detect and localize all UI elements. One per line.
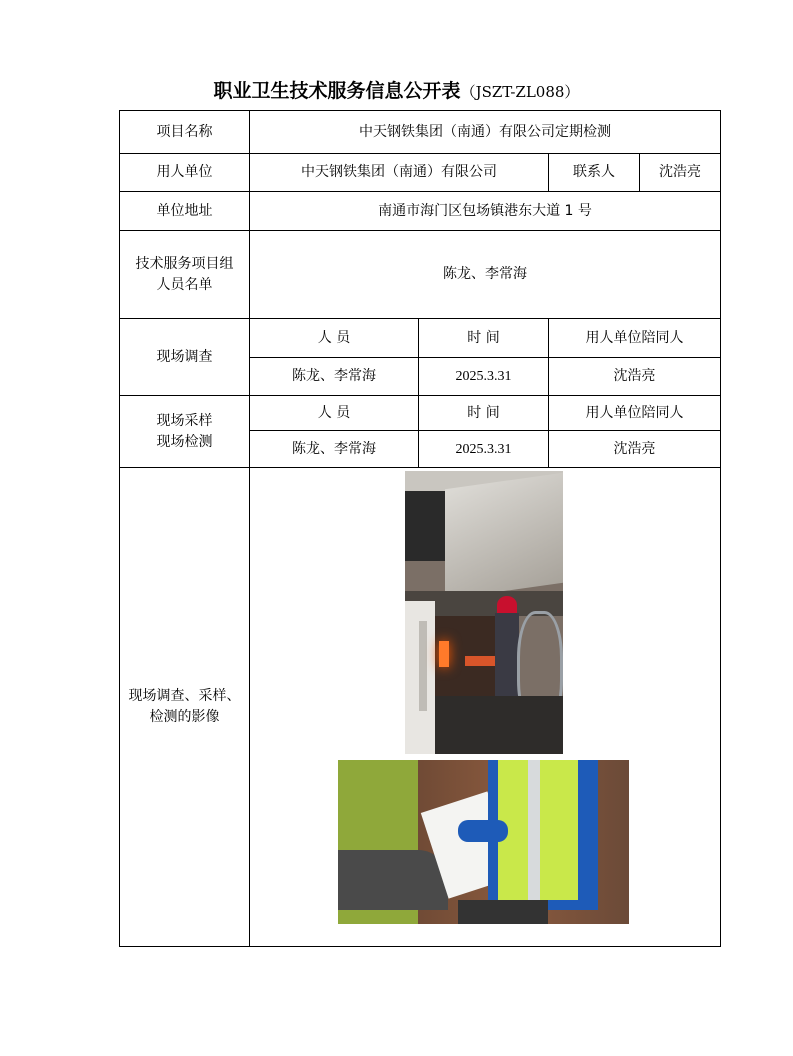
team-value: 陈龙、李常海 (250, 231, 721, 319)
sampling-escort: 沈浩亮 (549, 431, 721, 468)
sampling-time: 2025.3.31 (419, 431, 549, 468)
row-employer (120, 154, 721, 192)
team-label (120, 231, 250, 319)
images-label (120, 468, 250, 947)
row-images (120, 468, 721, 947)
sampling-label-line2: 现场检测 (156, 433, 213, 450)
employer-label: 用人单位 (120, 154, 250, 192)
site-photo-furnace (405, 471, 563, 754)
survey-time: 2025.3.31 (419, 358, 549, 396)
sampling-col-escort: 用人单位陪同人 (549, 396, 721, 431)
survey-staff: 陈龙、李常海 (250, 358, 419, 396)
survey-label: 现场调查 (120, 319, 250, 396)
project-name-label: 项目名称 (120, 111, 250, 154)
team-label-line2: 人员名单 (156, 276, 213, 293)
survey-escort: 沈浩亮 (549, 358, 721, 396)
row-sampling-header (120, 396, 721, 431)
row-address (120, 192, 721, 231)
row-project-name (120, 111, 721, 154)
employer-value: 中天钢铁集团（南通）有限公司 (250, 154, 549, 192)
title-code: （JSZT-ZL088） (460, 83, 580, 101)
contact-label: 联系人 (549, 154, 640, 192)
title-main: 职业卫生技术服务信息公开表 (213, 80, 461, 102)
images-cell (250, 468, 721, 947)
survey-col-escort: 用人单位陪同人 (549, 319, 721, 358)
sampling-label-line1: 现场采样 (156, 412, 213, 429)
page-title (0, 76, 793, 103)
images-label-line1: 现场调查、采样、 (128, 688, 241, 704)
contact-value: 沈浩亮 (640, 154, 721, 192)
project-name-value: 中天钢铁集团（南通）有限公司定期检测 (250, 111, 721, 154)
survey-col-staff: 人 员 (250, 319, 419, 358)
images-label-line2: 检测的影像 (149, 709, 220, 725)
sampling-label (120, 396, 250, 468)
sampling-staff: 陈龙、李常海 (250, 431, 419, 468)
site-photo-inspectors (338, 760, 629, 924)
team-label-line1: 技术服务项目组 (135, 255, 234, 272)
info-table (119, 110, 721, 947)
address-label: 单位地址 (120, 192, 250, 231)
sampling-col-staff: 人 员 (250, 396, 419, 431)
address-value: 南通市海门区包场镇港东大道 1 号 (250, 192, 721, 231)
sampling-col-time: 时 间 (419, 396, 549, 431)
row-team (120, 231, 721, 319)
row-survey-header (120, 319, 721, 358)
survey-col-time: 时 间 (419, 319, 549, 358)
